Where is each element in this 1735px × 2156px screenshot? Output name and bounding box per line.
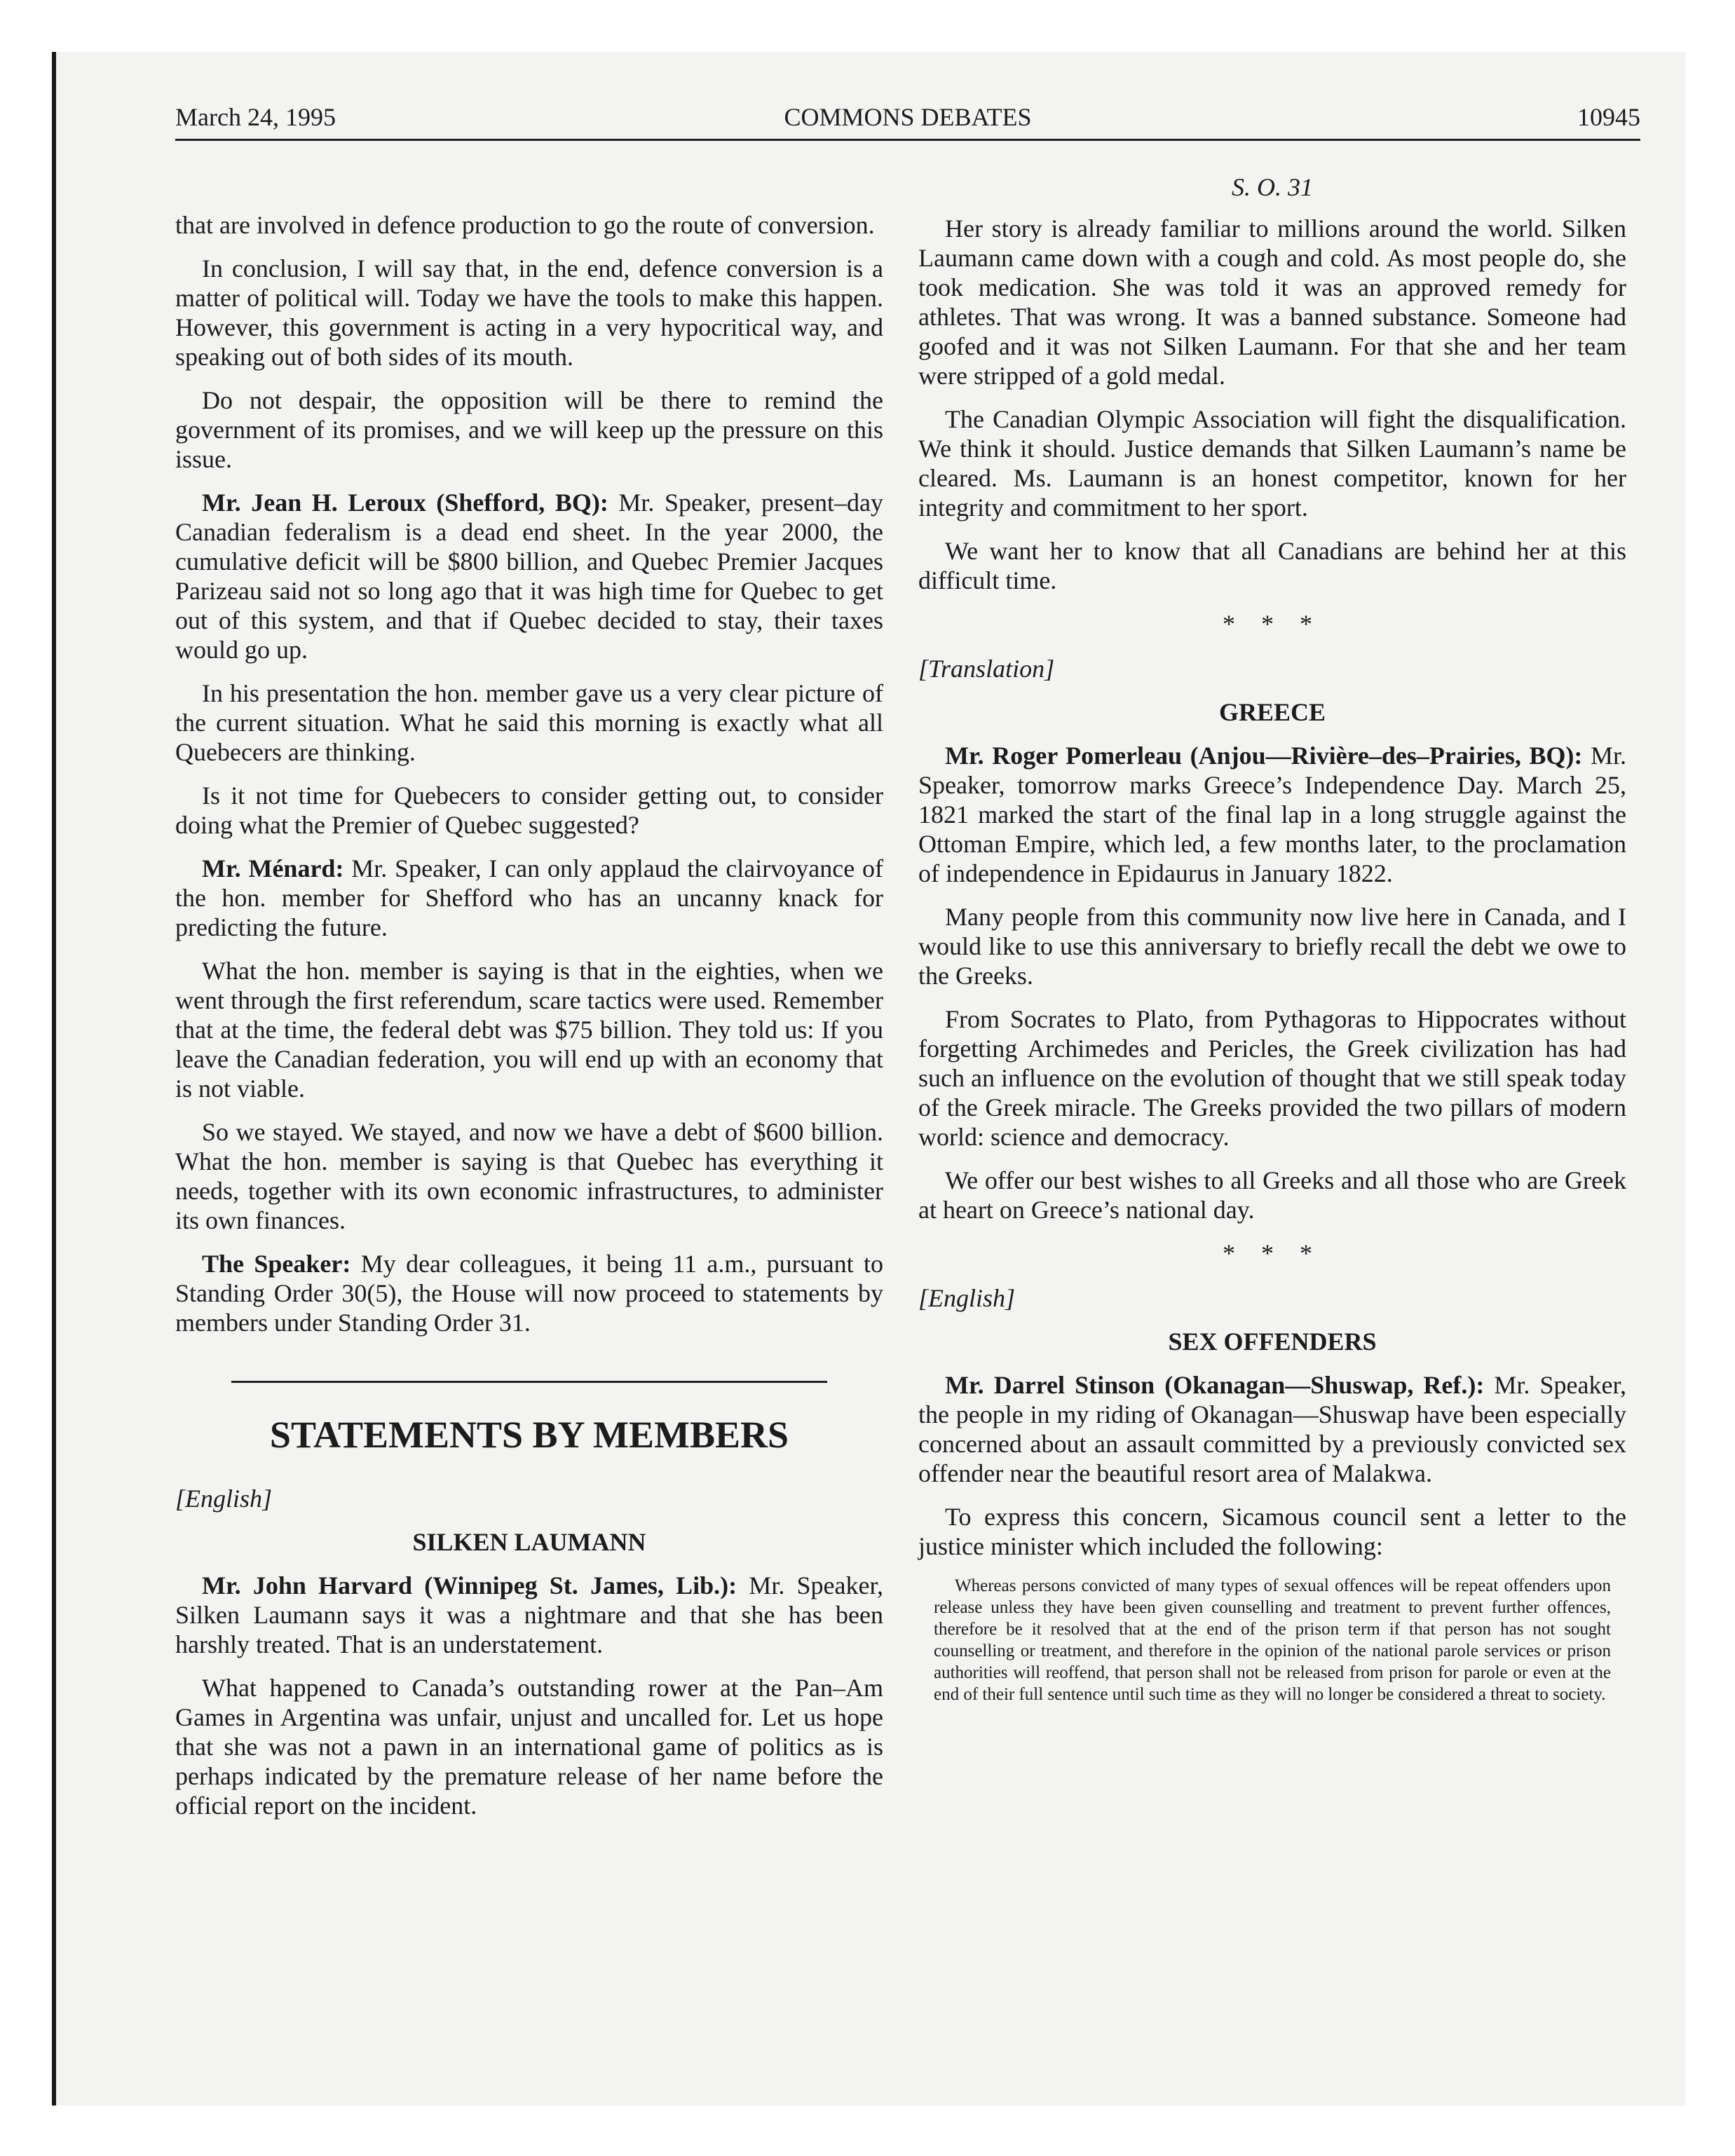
speech-paragraph	[175, 854, 883, 942]
speech-paragraph	[175, 488, 883, 664]
speech-paragraph	[175, 1249, 883, 1337]
left-column	[175, 210, 883, 1834]
paragraph: We offer our best wishes to all Greeks and all those who are Greek at heart on Greece’s national day.	[918, 1166, 1626, 1224]
paragraph: In his presentation the hon. member gave us a very clear picture of the current situation. What he said this morning is exactly what all Quebecers are thinking.	[175, 679, 883, 766]
section-separator	[231, 1381, 827, 1383]
paragraph: that are involved in defence production to go the route of conversion.	[175, 211, 875, 239]
paragraph: Many people from this community now live here in Canada, and I would like to use this anniversary to briefly recall the debt we owe to the Greeks.	[918, 903, 1626, 990]
speech-text: Mr. Speaker, tomorrow marks Greece’s Independence Day. March 25, 1821 marked the start of the final lap in a long struggle against the Ottoman Empire, which led, a few months later, to the proclamation of independence in Epidaurus in January 1822.	[918, 742, 1627, 887]
paragraph: Is it not time for Quebecers to consider getting out, to consider doing what the Premier of Quebec suggested?	[175, 782, 883, 839]
quoted-resolution: Whereas persons convicted of many types of sexual offences will be repeat offenders upon release unless they have been given counselling and treatment to prevent further offences, therefore be it resolved that at the end of the prison term if that person has not sought counselling or treatment, and therefore in the opinion of the national parole services or prison authorities will reoffend, that person shall not be released from prison for parole or even at the end of their full sentence until such time as they will no longer be considered a threat to society.	[934, 1576, 1611, 1704]
paragraph: To express this concern, Sicamous council sent a letter to the justice minister which included the following:	[918, 1503, 1626, 1560]
page-header	[175, 98, 1640, 137]
language-marker: [Translation]	[918, 655, 1055, 683]
paragraph: We want her to know that all Canadians are behind her at this difficult time.	[918, 537, 1626, 594]
paragraph: From Socrates to Plato, from Pythagoras to Hippocrates without forgetting Archimedes and Pericles, the Greek civilization has had such an influence on the evolution of thought that we still speak today of the Greek miracle. The Greeks provided the two pillars of modern world: science and democracy.	[918, 1005, 1626, 1151]
paragraph: In conclusion, I will say that, in the end, defence conversion is a matter of political will. Today we have the tools to make this happen. However, this government is acting in a very hypocritical way, and speaking out of both sides of its mouth.	[175, 254, 883, 371]
speaker-name: Mr. Ménard:	[202, 854, 344, 882]
header-rule	[175, 139, 1640, 141]
speech-text: My dear colleagues, it being 11 a.m., pursuant to Standing Order 30(5), the House will now proceed to statements by members under Standing Order 31.	[175, 1250, 884, 1337]
header-page-number: 10945	[1577, 103, 1640, 131]
paragraph: The Canadian Olympic Association will fight the disqualification. We think it should. Justice demands that Silken Laumann’s name be cleared. Ms. Laumann is an honest competitor, known for her integrity and commitment to her sport.	[918, 405, 1626, 521]
right-column	[918, 214, 1626, 1719]
standing-order-heading: S. O. 31	[1232, 173, 1313, 201]
speaker-name: Mr. Roger Pomerleau (Anjou—Rivière–des–Prairies, BQ):	[945, 742, 1583, 770]
section-heading: STATEMENTS BY MEMBERS	[269, 1414, 789, 1456]
topic-heading: SILKEN LAUMANN	[412, 1528, 646, 1556]
scan-edge-shadow	[52, 52, 56, 2106]
speaker-name: Mr. John Harvard (Winnipeg St. James, Lib.):	[202, 1571, 737, 1599]
speech-paragraph	[918, 741, 1626, 888]
section-stars: * * *	[1223, 610, 1322, 638]
speech-text: Mr. Speaker, present–day Canadian federalism is a dead end sheet. In the year 2000, the cumulative deficit will be $800 billion, and Quebec Premier Jacques Parizeau said not so long ago that it was high time for Quebec to get out of this system, and that if Quebec decided to stay, their taxes would go up.	[175, 489, 883, 664]
speech-paragraph	[175, 1571, 883, 1659]
language-marker: [English]	[175, 1485, 273, 1513]
speech-text: Mr. Speaker, the people in my riding of Okanagan—Shuswap have been especially concerned about an assault committed by a previously convicted sex offender near the beautiful resort area of Malakwa.	[918, 1371, 1627, 1487]
topic-heading: GREECE	[1218, 698, 1326, 726]
paragraph: So we stayed. We stayed, and now we have a debt of $600 billion. What the hon. member is saying is that Quebec has everything it needs, together with its own economic infrastructures, to administer its own finances.	[175, 1118, 883, 1234]
header-date: March 24, 1995	[175, 103, 336, 131]
header-title: COMMONS DEBATES	[784, 103, 1032, 131]
speaker-name: Mr. Darrel Stinson (Okanagan—Shuswap, Ref.):	[945, 1371, 1485, 1399]
language-marker: [English]	[918, 1284, 1016, 1312]
speaker-name: The Speaker:	[202, 1250, 351, 1278]
topic-heading: SEX OFFENDERS	[1168, 1328, 1377, 1356]
paragraph: Do not despair, the opposition will be there to remind the government of its promises, and we will keep up the pressure on this issue.	[175, 386, 883, 473]
paragraph: What the hon. member is saying is that in the eighties, when we went through the first referendum, scare tactics were used. Remember that at the time, the federal debt was $75 billion. They told us: If you leave the Canadian federation, you will end up with an economy that is not viable.	[175, 957, 883, 1103]
speaker-name: Mr. Jean H. Leroux (Shefford, BQ):	[202, 489, 608, 517]
speech-text: Mr. Speaker, Silken Laumann says it was a nightmare and that she has been harshly treated. That is an understatement.	[175, 1571, 883, 1658]
speech-paragraph	[918, 1370, 1626, 1488]
paragraph: Her story is already familiar to millions around the world. Silken Laumann came down with a cough and cold. As most people do, she took medication. She was told it was an approved remedy for athletes. That was wrong. It was a banned substance. Someone had goofed and it was not Silken Laumann. For that she and her team were stripped of a gold medal.	[918, 214, 1626, 390]
paragraph: What happened to Canada’s outstanding rower at the Pan–Am Games in Argentina was unfair, unjust and uncalled for. Let us hope that she was not a pawn in an international game of politics as is perhaps indicated by the premature release of her name before the official report on the incident.	[175, 1674, 883, 1820]
section-stars: * * *	[1223, 1239, 1322, 1267]
speech-text: Mr. Speaker, I can only applaud the clairvoyance of the hon. member for Shefford who has an uncanny knack for predicting the future.	[175, 854, 883, 941]
